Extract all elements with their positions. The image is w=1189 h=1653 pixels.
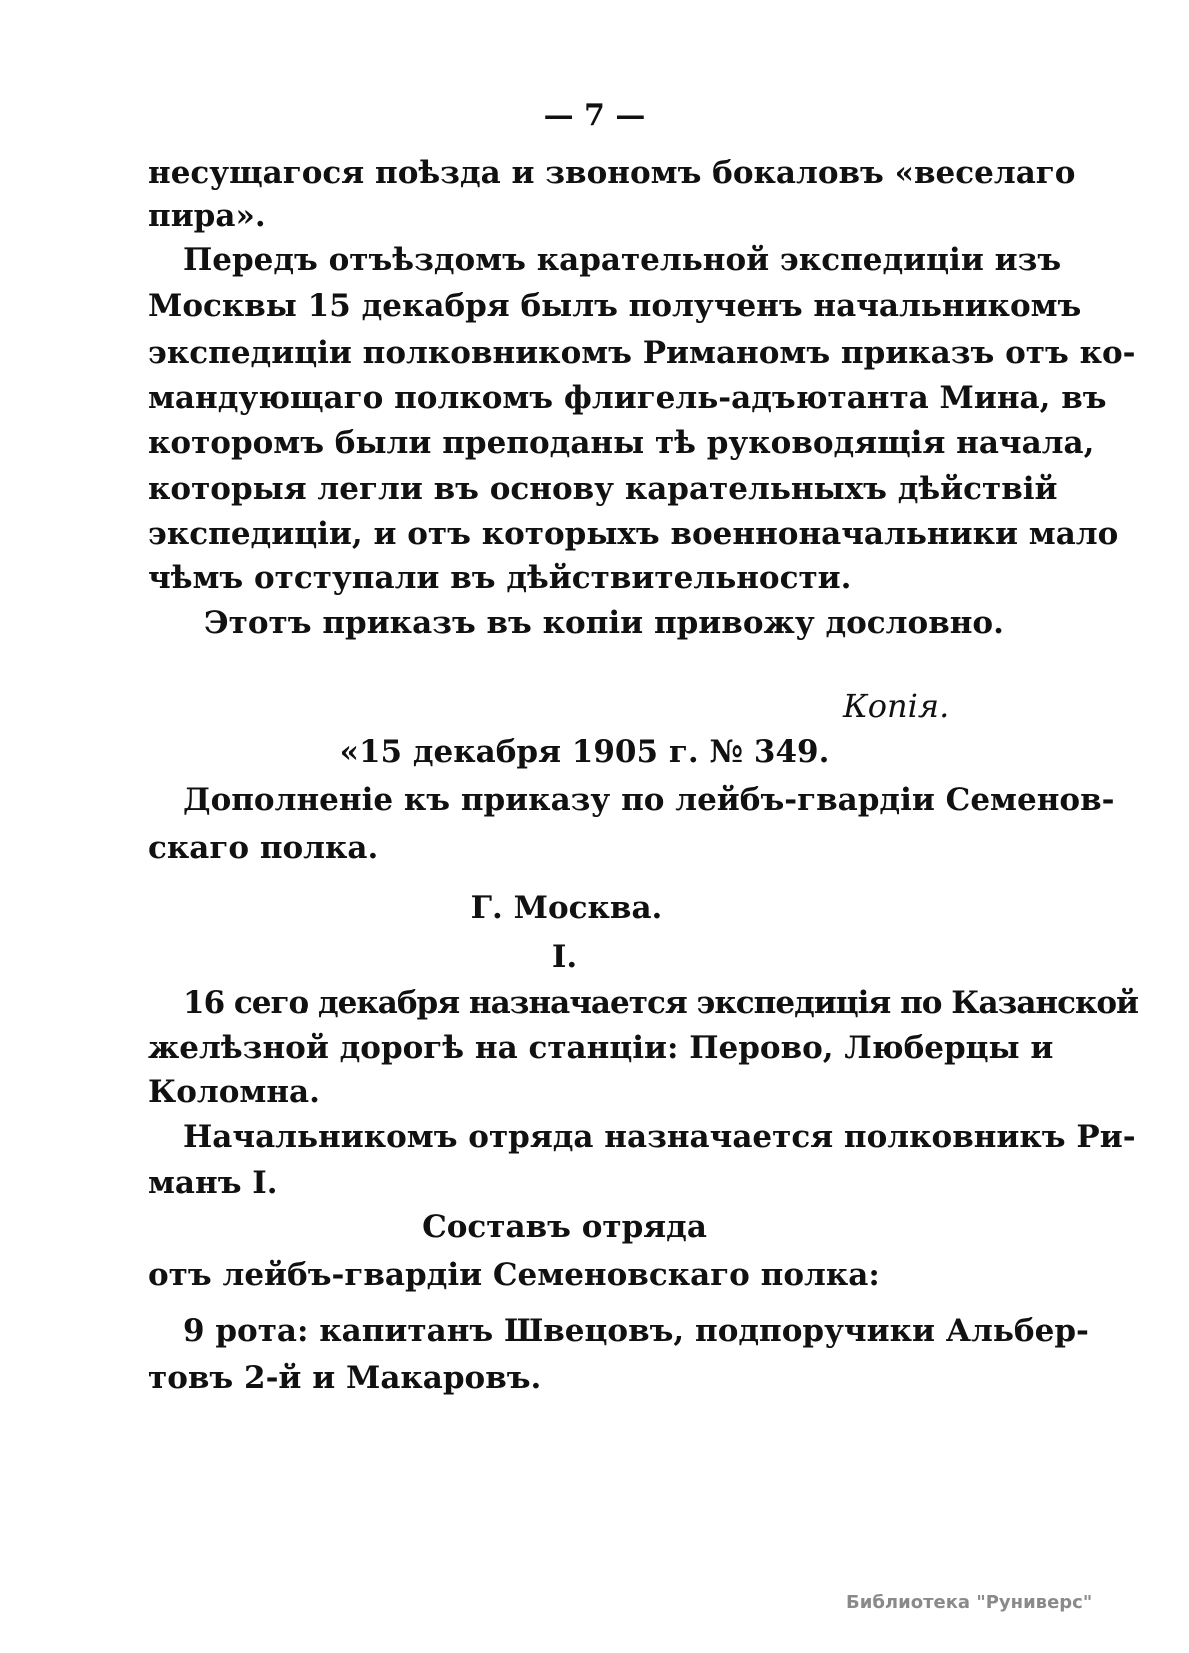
text-line: Этотъ приказъ въ копіи привожу дословно. [204, 605, 1004, 641]
text-line: Начальникомъ отряда назначается полковникъ Ри- [183, 1119, 1136, 1155]
section-number: I. [551, 939, 578, 975]
text-line: мандующаго полкомъ флигель-адъютанта Мина, въ [148, 380, 1107, 416]
text-line: Москвы 15 декабря былъ полученъ начальникомъ [148, 288, 1082, 324]
copy-label: Копія. [843, 687, 950, 725]
text-line: пира». [148, 198, 266, 234]
text-line: 9 рота: капитанъ Швецовъ, подпоручики Альбер- [183, 1313, 1089, 1349]
text-line: экспедиціи полковникомъ Риманомъ приказъ отъ ко- [148, 335, 1136, 371]
text-line: Передъ отъѣздомъ карательной экспедиціи изъ [183, 242, 1062, 278]
order-header: «15 декабря 1905 г. № 349. [339, 734, 830, 770]
text-line: скаго полка. [148, 830, 379, 866]
text-line: несущагося поѣзда и звономъ бокаловъ «веселаго [148, 155, 1076, 191]
text-line: которомъ были преподаны тѣ руководящія начала, [148, 425, 1095, 461]
text-line: чѣмъ отступали въ дѣйствительности. [148, 560, 852, 596]
text-line: отъ лейбъ-гвардіи Семеновскаго полка: [148, 1257, 880, 1293]
text-line: Коломна. [148, 1074, 320, 1110]
text-line: 16 сего декабря назначается экспедиція по Казанской [183, 985, 1139, 1021]
text-line: которыя легли въ основу карательныхъ дѣйствій [148, 471, 1058, 507]
text-line: экспедиціи, и отъ которыхъ военноначальники мало [148, 516, 1119, 552]
library-watermark: Библиотека "Руниверс" [846, 1592, 1093, 1613]
text-line: Дополненіе къ приказу по лейбъ-гвардіи Семенов- [183, 782, 1115, 818]
place-heading: Г. Москва. [470, 890, 663, 926]
text-line: желѣзной дорогѣ на станціи: Перово, Люберцы и [148, 1030, 1054, 1066]
section-heading: Составъ отряда [422, 1209, 707, 1245]
text-line: товъ 2-й и Макаровъ. [148, 1360, 542, 1396]
page-number: — 7 — [543, 98, 646, 133]
text-line: манъ I. [148, 1165, 278, 1201]
